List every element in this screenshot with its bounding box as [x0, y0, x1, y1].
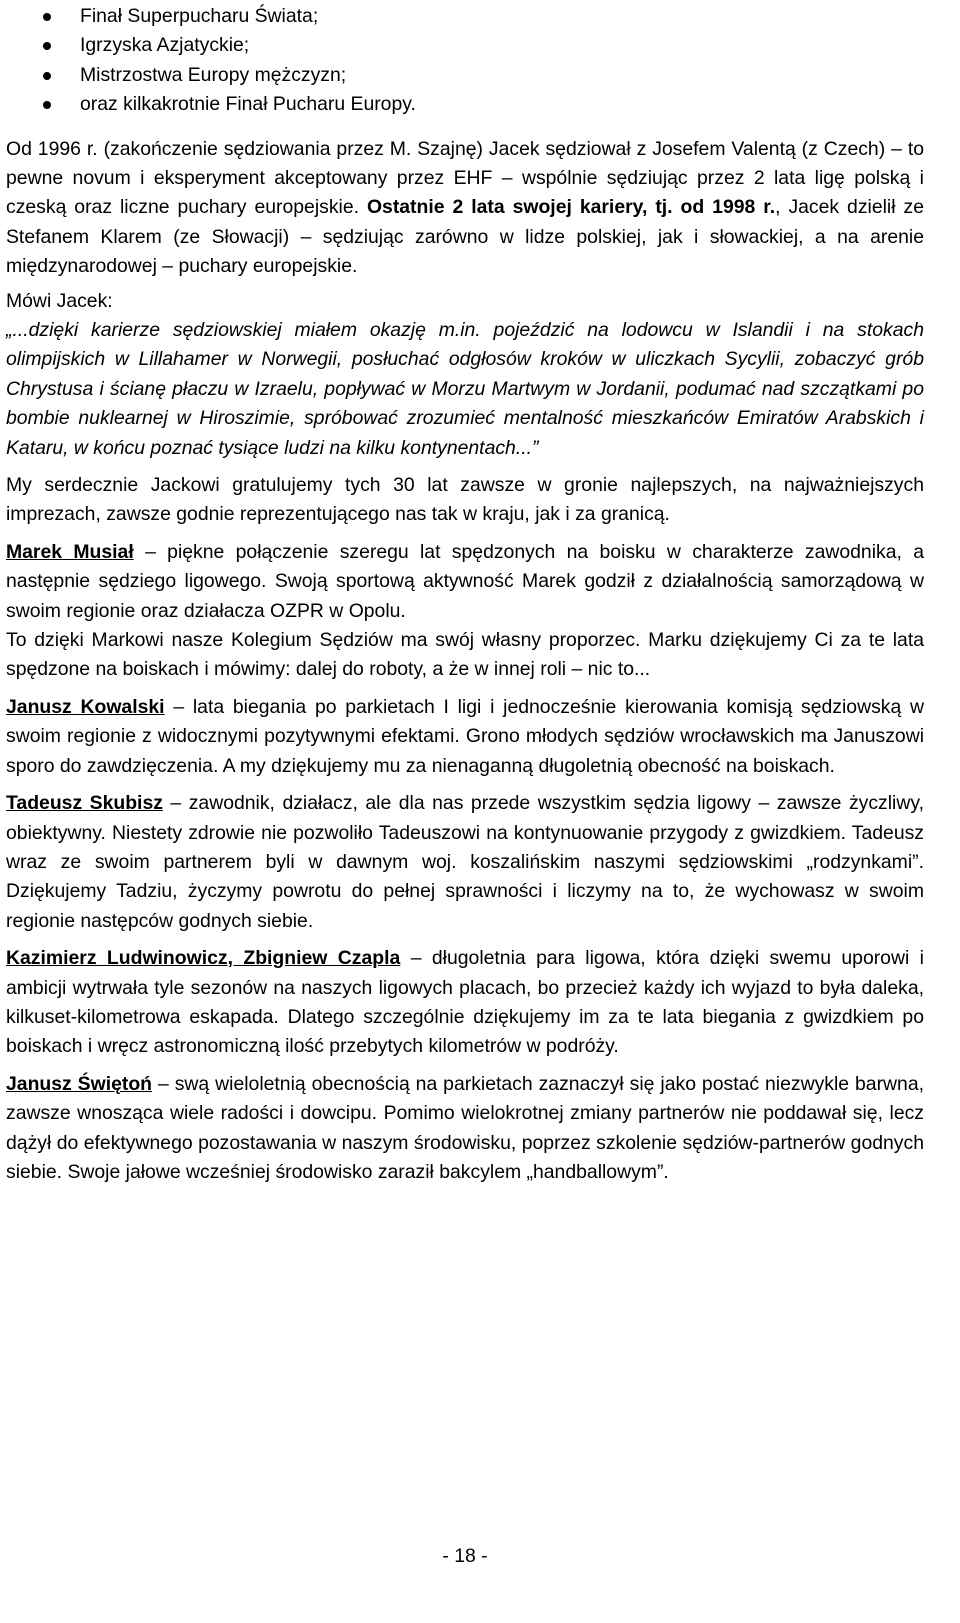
career-paragraph: Od 1996 r. (zakończenie sędziowania przez M. Szajnę) Jacek sędziował z Josefem Valentą (z Czech) – to pewne novum i eksperyment akceptowany przez EHF – wspólnie sędziując przez 2 lata ligę polską i czeską oraz liczne puchary europejskie. Ostatnie 2 lata swojej kariery, tj. od 1998 r., Jacek dzielił ze Stefanem Klarem (ze Słowacji) – sędziując zarówno w lidze polskiej, jak i słowackiej, a na arenie międzynarodowej – puchary europejskie.: [6, 137, 924, 278]
person-name: Kazimierz Ludwinowicz, Zbigniew Czapla: [6, 947, 401, 970]
list-item: oraz kilkakrotnie Finał Pucharu Europy.: [6, 90, 924, 119]
bullet-icon: [43, 13, 51, 21]
document-page: [6, 0, 924, 1623]
person-name: Tadeusz Skubisz: [6, 792, 163, 815]
section-marek-musial: Marek Musiał – piękne połączenie szeregu lat spędzonych na boisku w charakterze zawodnika, a następnie sędziego ligowego. Swoją sportową aktywność Marek godził z działalnością samorządową w swoim regionie oraz działacza OZPR w Opolu.: [6, 540, 925, 622]
section-tadeusz-skubisz: Tadeusz Skubisz – zawodnik, działacz, ale dla nas przede wszystkim sędzia ligowy – zawsze życzliwy, obiektywny. Niestety zdrowie nie pozwoliło Tadeuszowi na kontynuowanie przygody z gwizdkiem. Tadeusz wraz ze swoim partnerem byli w dawnym woj. koszalińskim naszymi sędziowskimi „rodzynkami”. Dziękujemy Tadziu, życzymy powrotu do pełnej sprawności i liczymy na to, że wychowasz w swoim regionie następców godnych siebie.: [6, 792, 924, 932]
congrats-paragraph: My serdecznie Jackowi gratulujemy tych 30 lat zawsze w gronie najlepszych, na najważniejszych imprezach, zawsze godnie reprezentującego nas tak w kraju, jak i za granicą.: [6, 474, 924, 526]
section-marek-musial-extra: To dzięki Markowi nasze Kolegium Sędziów ma swój własny proporzec. Marku dziękujemy Ci za te lata spędzone na boiskach i mówimy: dalej do roboty, a że w innej roli – nic to...: [6, 629, 924, 681]
person-name: Marek Musiał: [6, 540, 134, 563]
person-name: Janusz Kowalski: [6, 695, 165, 718]
list-item: Igrzyska Azjatyckie;: [6, 31, 924, 60]
bullet-icon: [43, 42, 51, 50]
list-item: Mistrzostwa Europy mężczyzn;: [6, 61, 924, 90]
bullet-icon: [43, 72, 51, 80]
section-janusz-kowalski: Janusz Kowalski – lata biegania po parkietach I ligi i jednocześnie kierowania komisją sędziowską w swoim regionie z widocznymi pozytywnymi efektami. Grono młodych sędziów wrocławskich ma Januszowi sporo do zawdzięczenia. A my dziękujemy mu za nienaganną długoletnią obecność na boiskach.: [6, 695, 925, 777]
says-label: Mówi Jacek:: [6, 289, 113, 312]
section-ludwinowicz-czapla: Kazimierz Ludwinowicz, Zbigniew Czapla – długoletnia para ligowa, która dzięki swemu uporowi i ambicji wytrwała tyle sezonów na naszych ligowych placach, bo przecież każdy ich wyjazd to była daleka, kilkuset-kilometrowa eskapada. Dlatego szczególnie dziękujemy im za te lata biegania z gwizdkiem po boiskach i wręcz astronomiczną ilość przebytych kilometrów w podróży.: [6, 947, 924, 1058]
list-item: Finał Superpucharu Świata;: [6, 2, 924, 31]
bullet-icon: [43, 101, 51, 109]
person-name: Janusz Świętoń: [6, 1072, 153, 1095]
quote-paragraph: „...dzięki karierze sędziowskiej miałem okazję m.in. pojeździć na lodowcu w Islandii i na stokach olimpijskich w Lillahamer w Norwegii, posłuchać odgłosów kroków w uliczkach Sycylii, zobaczyć grób Chrystusa i ścianę płaczu w Izraelu, popływać w Morzu Martwym w Jordanii, podumać nad szczątkami po bombie nuklearnej w Hiroszimie, spróbować zrozumieć mentalność mieszkańców Emiratów Arabskich i Kataru, w końcu poznać tysiące ludzi na kilku kontynentach...”: [6, 319, 924, 459]
bold-phrase: Ostatnie 2 lata swojej kariery, tj. od 1998 r.: [366, 196, 776, 219]
page-number: - 18 -: [442, 1545, 488, 1567]
section-janusz-swieton: Janusz Świętoń – swą wieloletnią obecnością na parkietach zaznaczył się jako postać niezwykle barwna, zawsze wnosząca wiele radości i dowcipu. Pomimo wielokrotnej zmiany partnerów nie poddawał się, lecz dążył do efektywnego pozostawania w naszym środowisku, poprzez szkolenie sędziów-partnerów godnych siebie. Swoje jałowe wcześniej środowisko zaraził bakcylem „handballowym”.: [6, 1072, 924, 1183]
achievements-list: [6, 2, 924, 120]
